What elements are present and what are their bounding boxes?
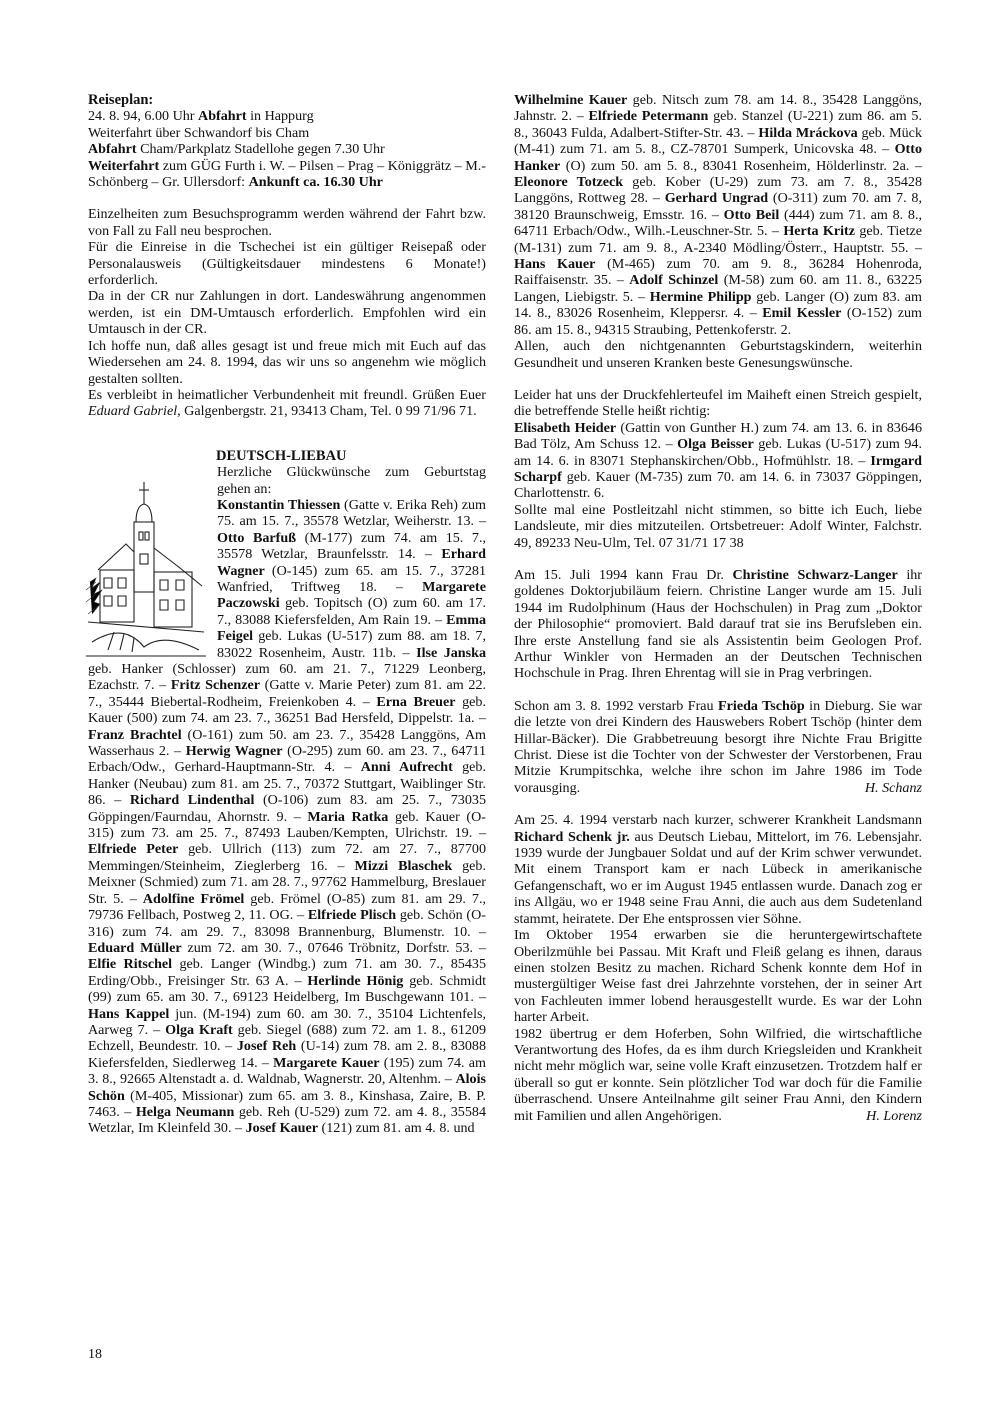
reiseplan-line: 24. 8. 94, 6.00 Uhr Abfahrt in Happurg [88,108,314,125]
person-details: geb. Kober (U-29) zum 73. am 7. 8., 35428 Langgöns, Rottweg 28. – [514,174,923,207]
person-name: Hans Kappel [88,1005,170,1022]
reiseplan-line: Weiterfahrt zum GÜG Furth i. W. – Pilsen – Prag – Königgrätz – M.-Schönberg – Gr. Ullersdorf: Ankunft ca. 16.30 Uhr [88,157,486,191]
person-details: geb. Nitsch zum 78. am 14. 8., 35428 Langgöns, Jahnstr. 2. – [514,92,922,125]
obituary-schenk: Am 25. 4. 1994 verstarb nach kurzer, schwerer Krankheit Landsmann Richard Schenk jr. aus Deutsch Liebau, Mittelort, im 76. Lebensjahr. 1939 wurde der Jungbauer Soldat und auf der Krim schwer verwundet. Mit einem Transport kam er nach Lübeck in amerikanische Gefangenschaft, wo er im August 1945 entlassen wurde. Danach zog er ins Allgäu, wo er 1948 seine Frau Anni, die auch aus dem Sudetenland stammt, heiratete. Der Ehe entsprossen vier Söhne. [514,812,922,927]
correction-outro: Sollte mal eine Postleitzahl nicht stimmen, so bitte ich Euch, liebe Landsleute, mir dies mitzuteilen. Ortsbetreuer: Adolf Winter, Falchstr. 49, 89233 Neu-Ulm, Tel. 07 31/71 17 38 [514,501,922,551]
person-name: Hans Kauer [514,256,596,273]
person-name: Richard Lindenthal [129,792,255,809]
person-name: Margarete Kauer [273,1054,380,1071]
person-name: Eleonore Totzeck [514,174,624,191]
person-details: geb. Schön (O-316) zum 74. am 29. 7., 83098 Brannenburg, Blumenstr. 10. – [88,907,486,940]
jubilee-paragraph: Am 15. Juli 1994 kann Frau Dr. Christine Schwarz-Langer ihr goldenes Doktorjubiläum feiern. Christine Langer wurde am 15. Juli 1944 im Rudolphinum (Haus der Hochschulen) in Prag zum „Doktor der Philosophie“ promoviert. Bald darauf trat sie ins Berufsleben ein. Ihre erste Anstellung fand sie als Assistentin beim Geologen Prof. Arthur Winkler von Hermaden an der Deutschen Technischen Hochschule in Prag. Ihren Ehrentag will sie in Prag verbringen. [514,566,922,682]
person-name: Eduard Müller [88,939,182,956]
letter-paragraph: Einzelheiten zum Besuchsprogramm werden während der Fahrt bzw. von Fall zu Fall neu besprochen. [88,206,486,239]
person-name: Adolfine Frömel [142,890,245,907]
reiseplan-title: Reiseplan: [88,92,154,108]
person-name: Otto Beil [723,206,780,223]
person-details: zum 72. am 30. 7., 07646 Tröbnitz, Dorfstr. 53. – [181,939,486,956]
person-name: Wilhelmine Kauer [514,92,628,108]
person-details: (O) zum 50. am 5. 8., 83041 Rosenheim, Hölderlinstr. 2a. – [560,157,922,174]
person-name: Fritz Schenzer [170,677,260,694]
person-name: Herwig Wagner [185,743,283,760]
person-name: Otto Hanker [514,141,922,174]
person-details: (M-465) zum 70. am 9. 8., 36284 Hohenroda, Raiffaisenstr. 35. – [514,256,922,289]
person-name: Josef Kauer [245,1120,319,1137]
person-name: Elfriede Petermann [588,108,709,125]
person-name: Hermine Philipp [649,288,752,305]
person-details: geb. Topitsch (O) zum 60. am 17. 7., 83088 Kiefersfelden, Am Rain 19. – [217,595,486,628]
right-column [514,92,922,1124]
birthday-closing: Allen, auch den nichtgenannten Geburtstagskindern, weiterhin Gesundheit und unseren Kranken beste Genesungswünsche. [514,338,922,371]
correction-intro: Leider hat uns der Druckfehlerteufel im Maiheft einen Streich gespielt, die betreffende Stelle heißt richtig: [514,386,922,420]
obituary-tschoep: Schon am 3. 8. 1992 verstarb Frau Frieda Tschöp in Dieburg. Sie war die letzte von drei Kindern des Hauswebers Robert Tschöp (hinter dem Hillar-Bäcker). Die Grabbetreuung besorgt ihre Nichte Frau Brigitte Christ. Diese ist die Tochter von der Schwester der Verstorbenen, Frau Mitzie Krumpitschka, welche ihre schon im Jahre 1986 im Tode vorausging. H. Schanz [514,697,922,796]
person-details: geb. Langer (Windbg.) zum 71. am 30. 7., 85435 Erding/Obb., Freisinger Str. 63 A. – [88,956,486,989]
person-name: Otto Barfuß [217,529,297,546]
obituary-schenk-p3: 1982 übertrug er dem Hoferben, Sohn Wilfried, die wirtschaftliche Verantwortung des Hofes, da es ihm durch Kriegsleiden und Krankheit nicht mehr möglich war, seine volle Kraft einzusetzen. Trotzdem half er überall so gut er konnte. Sein plötzlicher Tod war doch für die Familie überraschend. Unsere Anteilnahme gilt seiner Frau Anni, den Kindern mit Familien und allen Angehörigen. H. Lorenz [514,1025,922,1124]
person-details: (O-152) zum 86. am 15. 8., 94315 Straubing, Pettenkoferstr. 2. [514,305,922,338]
person-details: geb. Lukas (U-517) zum 88. am 18. 7, 83022 Rosenheim, Austr. 11b. – [217,628,486,661]
person-details: (M-177) zum 74. am 15. 7., 35578 Wetzlar, Braunfelsstr. 14. – [217,529,486,563]
person-name: Adolf Schinzel [629,272,719,289]
person-details: (U-14) zum 78. am 2. 8., 83088 Kiefersfelden, Siedlerweg 14. – [88,1038,487,1071]
person-details: geb. Frömel (O-85) zum 81. am 29. 7., 79736 Fellbach, Postweg 2, 11. OG. – [88,890,486,924]
deutsch-liebau-title: DEUTSCH-LIEBAU [216,447,347,464]
person-name: Margarete Paczowski [217,578,486,612]
left-column [88,92,486,1137]
reiseplan-line: Weiterfahrt über Schwandorf bis Cham [88,124,310,141]
person-details: geb. Reh (U-529) zum 72. am 4. 8., 35584 Wetzlar, Im Kleinfeld 30. – [88,1103,486,1137]
person-name: Elfriede Plisch [307,907,397,924]
letter-paragraph: Ich hoffe nun, daß alles gesagt ist und freue mich mit Euch auf das Wiedersehen am 24. 8. 1994, das wir uns so angenehm wie möglich gestalten sollten. [88,337,486,387]
person-details: geb. Siegel (688) zum 72. am 1. 8., 61209 Echzell, Beundestr. 10. – [88,1021,487,1055]
letter-paragraph: Für die Einreise in die Tschechei ist ein gültiger Reisepaß oder Personalausweis (Gültigkeitsdauer mindestens 6 Monate!) erforderlich. [88,239,486,289]
person-details: (O-145) zum 65. am 15. 7., 37281 Wanfried, Triftweg 18. – [217,562,486,595]
person-details: geb. Tietze (M-131) zum 71. am 9. 8., A-2340 Mödling/Österr., Hauptstr. 55. – [514,223,922,256]
person-name: Emil Kessler [762,305,842,322]
person-details: geb. Schmidt (99) zum 65. am 30. 7., 69123 Heidelberg, Im Buschgewann 101. – [88,972,486,1006]
person-details: (M-405, Missionar) zum 65. am 3. 8., Kinshasa, Zaire, B. P. 7463. – [88,1087,486,1120]
person-details: geb. Langer (O) zum 83. am 14. 8., 83026 Rosenheim, Kleppersr. 4. – [514,288,923,322]
birthday-list-part2 [514,92,922,338]
person-name: Hilda Mráckova [758,124,858,141]
signature: H. Schanz [864,779,922,796]
person-name: Josef Reh [236,1038,297,1055]
person-name: Erna Breuer [376,693,456,710]
person-name: Alois Schön [88,1071,486,1104]
person-name: Elfriede Peter [88,841,179,858]
person-name: Emma Feigel [217,611,486,645]
person-details: geb. Meixner (Schmied) zum 71. am 28. 7., 97762 Hammelburg, Breslauer Str. 5. – [88,857,486,907]
letter-signoff: Es verbleibt in heimatlicher Verbundenheit mit freundl. Grüßen Euer Eduard Gabriel, Galgenbergstr. 21, 93413 Cham, Tel. 0 99 71/96 71. [88,386,486,420]
person-details: (Gatte v. Marie Peter) zum 81. am 22. 7., 35444 Biebertal-Rodheim, Freienkoben 4. – [88,677,487,710]
correction-entries: Elisabeth Heider (Gattin von Gunther H.) zum 74. am 13. 6. in 83646 Bad Tölz, Am Schuss 12. – Olga Beisser geb. Lukas (U-517) zum 94. am 14. 6. in 83071 Stephanskirchen/Obb., Hofmühlstr. 18. – Irmgard Scharpf geb. Kauer (M-735) zum 70. am 14. 6. in 73037 Göppingen, Charlottenstr. 6. [514,419,922,502]
person-details: (O-106) zum 83. am 25. 7., 73035 Göppingen/Faurndau, Ahornstr. 9. – [88,792,486,825]
person-details: geb. Hanker (Schlosser) zum 60. am 21. 7., 71229 Leonberg, Ezachstr. 7. – [88,661,486,694]
person-details: geb. Kauer (O-315) zum 73. am 25. 7., 87493 Lauben/Kempten, Ulrichstr. 19. – [88,808,486,842]
person-name: Anni Aufrecht [360,759,453,776]
person-name: Gerhard Ungrad [664,190,769,207]
obituary-schenk-p2: Im Oktober 1954 erwarben sie die heruntergewirtschaftete Oberilzmühle bei Passau. Mit Kraft und Fleiß gelang es ihnen, daraus einen stolzen Besitz zu machen. Richard Schenk konnte dem Hof in mustergültiger Weise fast drei Jahrzehnte vorstehen, der in seiner Art von Fachleuten immer lobend herausgestellt wurde. Es war der Lohn harter Arbeit. [514,927,922,1026]
person-details: (O-311) zum 70. am 7. 8, 38120 Braunschweig, Emsstr. 16. – [514,190,922,223]
person-name: Erhard Wagner [217,546,486,579]
letter-paragraph: Da in der CR nur Zahlungen in dort. Landeswährung angenommen werden, ist ein DM-Umtausch erforderlich. Empfohlen wird ein Umtausch in der CR. [88,288,486,338]
deutsch-liebau-intro: Herzliche Glückwünsche zum Geburtstag gehen an: [217,464,486,497]
person-details: geb. Hanker (Neubau) zum 81. am 25. 7., 70372 Stuttgart, Waiblinger Str. 86. – [88,759,486,809]
person-name: Mizzi Blaschek [354,857,453,874]
person-name: Ilse Janska [416,644,487,661]
person-name: Helga Neumann [135,1103,235,1120]
person-details: geb. Mück (M-41) zum 71. am 5. 8., CZ-78701 Sumperk, Unicovska 48. – [514,124,922,158]
person-name: Konstantin Thiessen [217,496,341,513]
reiseplan-line: Abfahrt Cham/Parkplatz Stadellohe gegen 7.30 Uhr [88,141,385,158]
person-details: (O-161) zum 50. am 23. 7., 35428 Langgöns, Am Wasserhaus 2. – [88,726,486,760]
person-details: geb. Ullrich (113) zum 72. am 27. 7., 87700 Memmingen/Steinheim, Zieglerberg 16. – [88,841,486,874]
person-name: Herlinde Hönig [307,972,404,989]
person-details: (M-58) zum 60. am 11. 8., 63225 Langen, Liebigstr. 5. – [514,272,922,305]
person-details: (195) zum 74. am 3. 8., 92665 Altenstadt a. d. Waldnab, Wagnerstr. 20, Altenhm. – [88,1054,486,1088]
person-name: Herta Kritz [783,223,855,240]
church-illustration [84,482,209,657]
person-name: Elfie Ritschel [88,956,173,973]
person-details: (Gatte v. Erika Reh) zum 75. am 15. 7., 35578 Wetzlar, Weiherstr. 13. – [217,496,486,530]
person-details: geb. Kauer (500) zum 74. am 23. 7., 36251 Bad Hersfeld, Dippelstr. 1a. – [88,693,486,727]
person-details: geb. Stanzel (U-221) zum 86. am 5. 8., 36043 Fulda, Adalbert-Stifter-Str. 43. – [514,108,922,141]
person-details: (444) zum 71. am 8. 8., 64711 Erbach/Odw., Wilh.-Leuschner-Str. 5. – [514,206,922,240]
page-number: 18 [88,1347,102,1362]
person-name: Maria Ratka [307,808,389,825]
signature: H. Lorenz [866,1107,922,1124]
person-details: (121) zum 81. am 4. 8. und [318,1120,475,1137]
person-name: Franz Brachtel [88,726,182,743]
person-details: (O-295) zum 60. am 23. 7., 64711 Erbach/Odw., Gerhard-Hauptmann-Str. 4. – [88,743,486,776]
person-details: jun. (M-194) zum 60. am 30. 7., 35104 Lichtenfels, Aarweg 7. – [88,1005,486,1038]
person-name: Olga Kraft [165,1021,233,1038]
